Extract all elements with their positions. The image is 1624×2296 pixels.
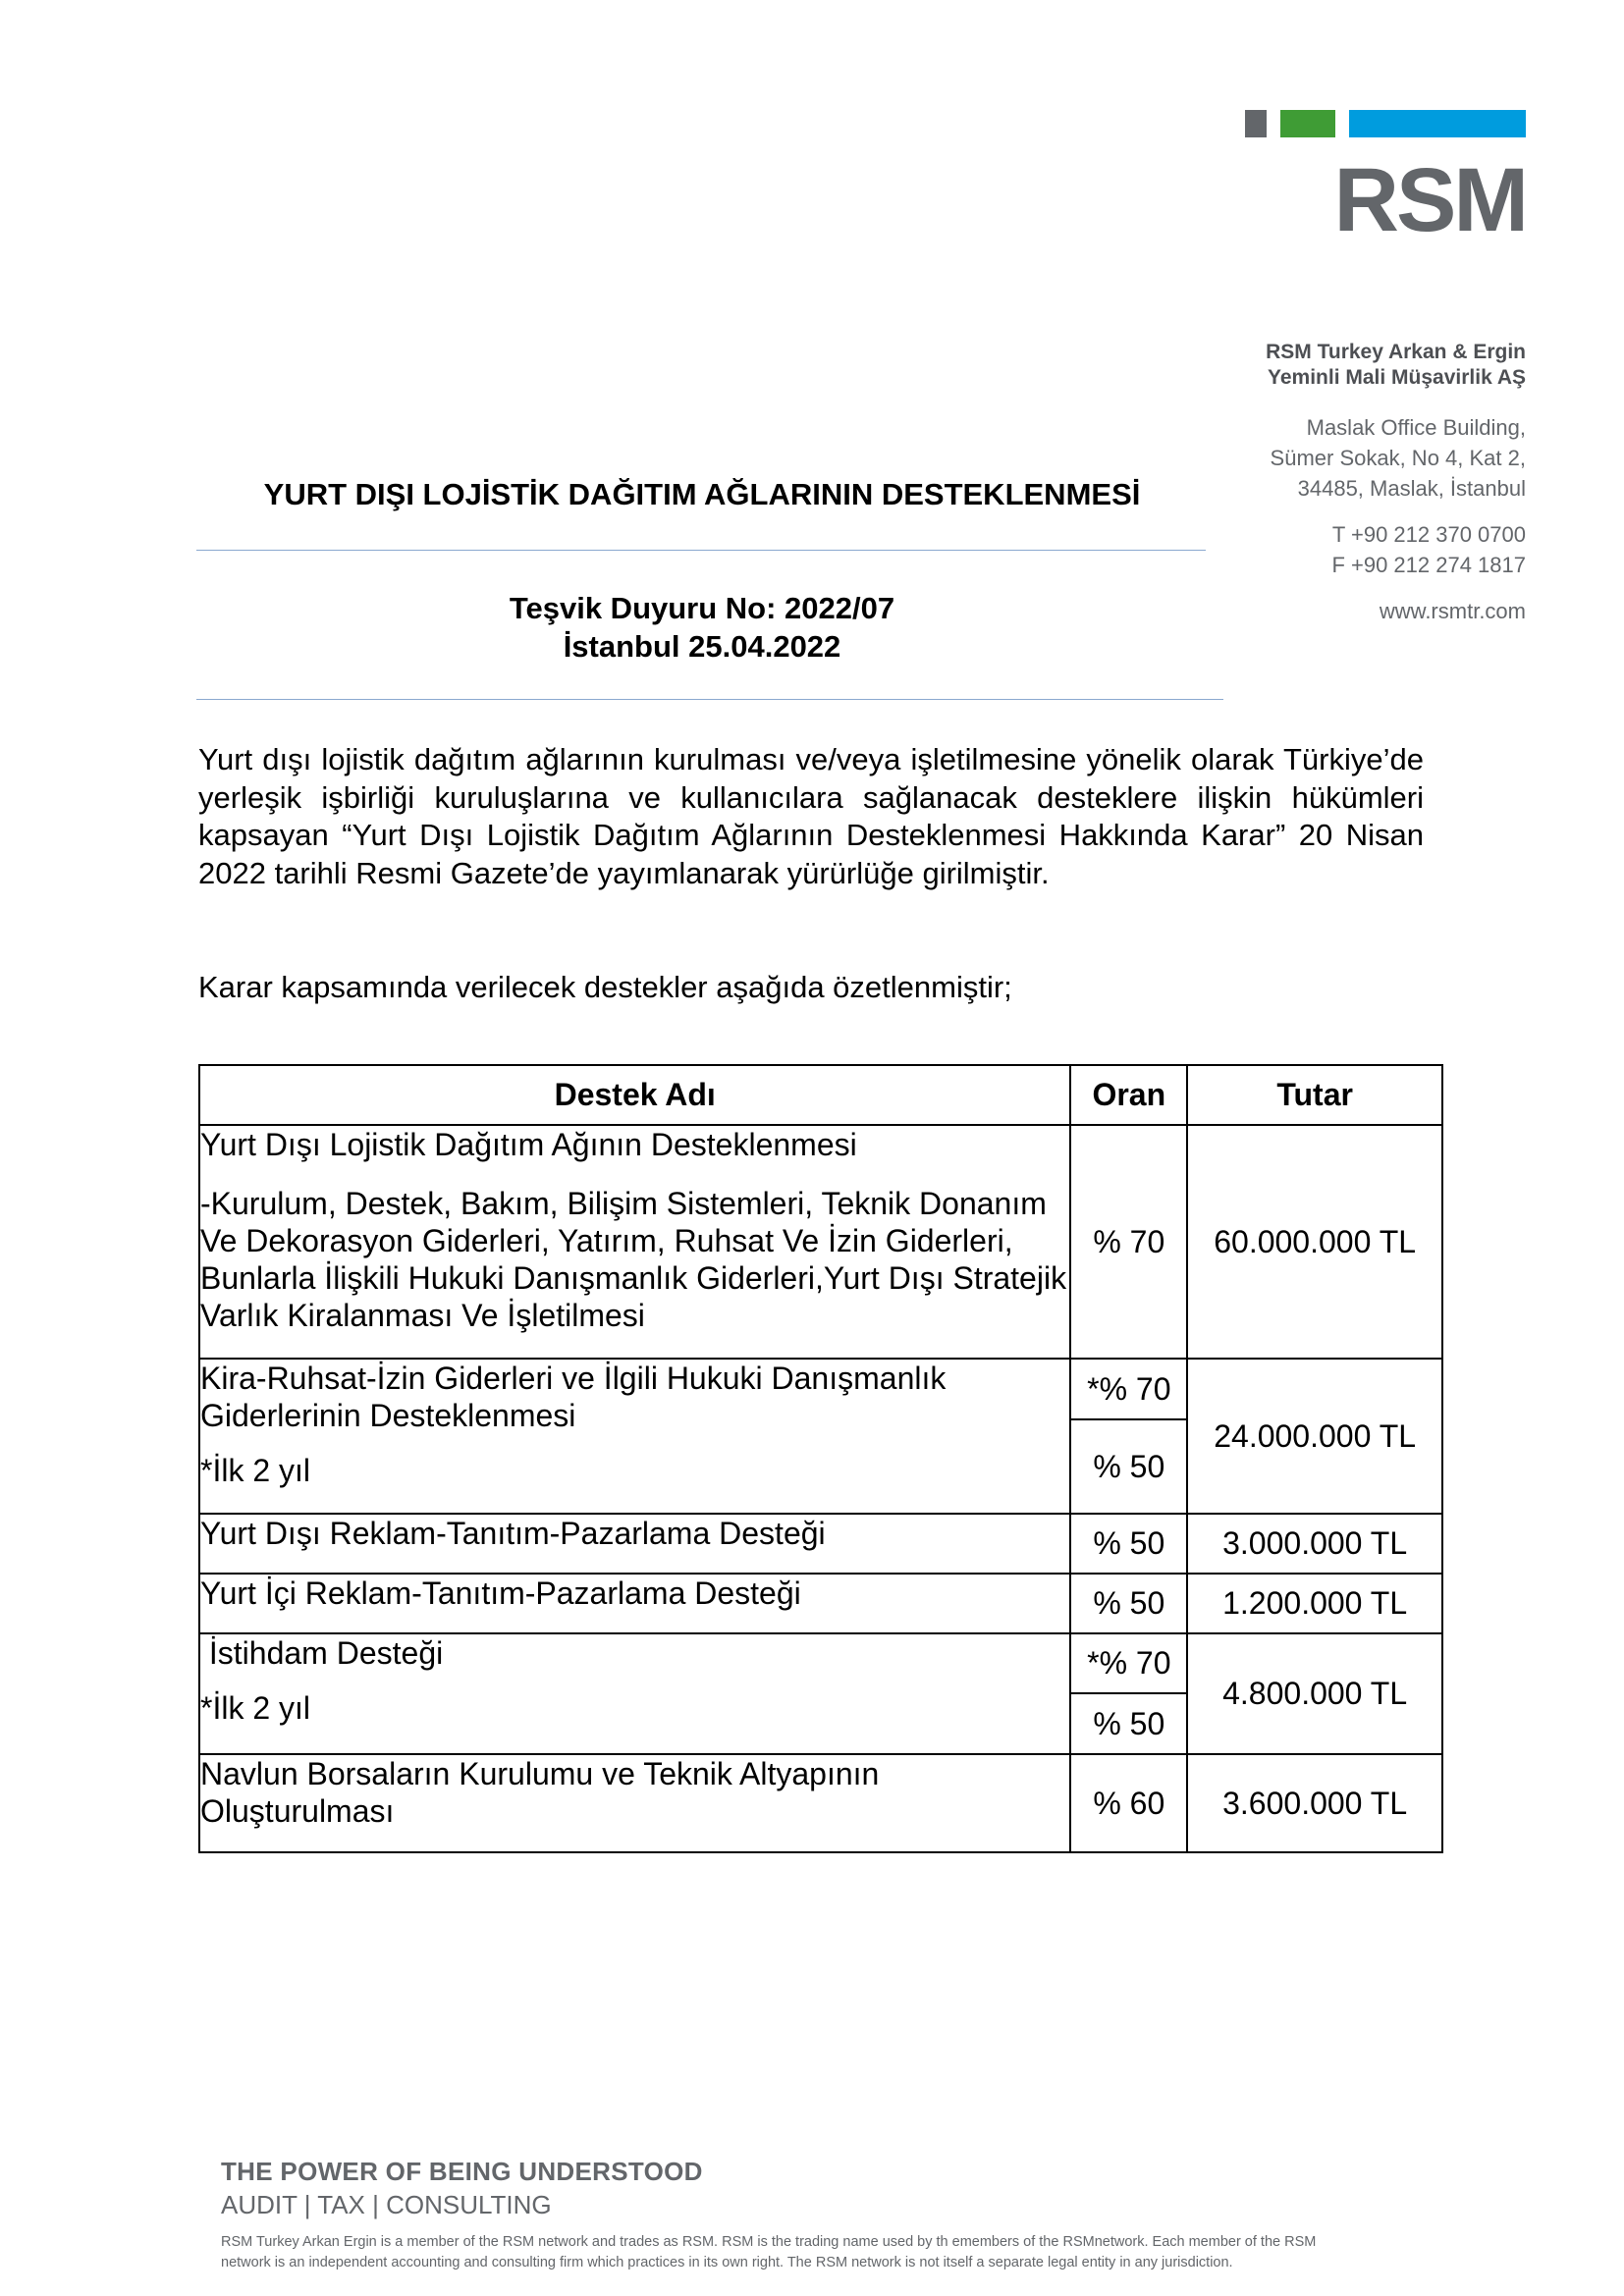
table-row bbox=[199, 1754, 1442, 1852]
support-name-cell: Yurt İçi Reklam-Tanıtım-Pazarlama Desteği bbox=[199, 1574, 1070, 1633]
rate-cell: % 70 bbox=[1070, 1125, 1187, 1359]
amount-cell: 3.000.000 TL bbox=[1187, 1514, 1442, 1574]
firm-fax: F +90 212 274 1817 bbox=[1331, 553, 1526, 577]
page-footer bbox=[221, 2156, 1360, 2273]
footer-tagline: THE POWER OF BEING UNDERSTOOD bbox=[221, 2157, 703, 2186]
logo-bar-gray bbox=[1245, 110, 1267, 137]
rate-cell-first-years: *% 70 bbox=[1070, 1633, 1187, 1693]
support-name-cell: Kira-Ruhsat-İzin Giderleri ve İlgili Hukuki Danışmanlık Giderlerinin Desteklenmesi *İlk 2 yıl bbox=[199, 1359, 1070, 1514]
intro-paragraph: Yurt dışı lojistik dağıtım ağlarının kurulması ve/veya işletilmesine yönelik olarak Türkiye’de yerleşik işbirliği kuruluşlarına ve kullanıcılara sağlanacak desteklere ilişkin hükümleri kapsayan “Yurt Dışı Lojistik Dağıtım Ağlarının Desteklenmesi Hakkında Karar” 20 Nisan 2022 tarihli Resmi Gazete’de yayımlanarak yürürlüğe girilmiştir. bbox=[198, 742, 1424, 890]
footer-services: AUDIT | TAX | CONSULTING bbox=[221, 2190, 552, 2219]
firm-name: RSM Turkey Arkan & Ergin Yeminli Mali Müşavirlik AŞ bbox=[1266, 341, 1526, 389]
support-name-cell: Yurt Dışı Lojistik Dağıtım Ağının Desteklenmesi -Kurulum, Destek, Bakım, Bilişim Sistemleri, Teknik Donanım Ve Dekorasyon Giderleri, Yatırım, Ruhsat Ve İzin Giderleri, Bunlarla İlişkili Hukuki Danışmanlık Giderleri,Yurt Dışı Stratejik Varlık Kiralanması Ve İşletilmesi bbox=[199, 1125, 1070, 1359]
column-header-amount: Tutar bbox=[1187, 1065, 1442, 1125]
amount-cell: 24.000.000 TL bbox=[1187, 1359, 1442, 1514]
table-row bbox=[199, 1125, 1442, 1359]
place-date: İstanbul 25.04.2022 bbox=[563, 629, 841, 664]
logo-bar-blue bbox=[1349, 110, 1526, 137]
table-row bbox=[199, 1359, 1442, 1419]
notice-number: Teşvik Duyuru No: 2022/07 bbox=[509, 591, 895, 625]
support-table bbox=[198, 1064, 1443, 1853]
firm-phones bbox=[1266, 519, 1526, 580]
summary-line: Karar kapsamında verilecek destekler aşağıda özetlenmiştir; bbox=[198, 970, 1012, 1004]
rate-cell: % 50 bbox=[1070, 1514, 1187, 1574]
support-name-cell: Navlun Borsaların Kurulumu ve Teknik Altyapının Oluşturulması bbox=[199, 1754, 1070, 1852]
footer-disclaimer: RSM Turkey Arkan Ergin is a member of the RSM network and trades as RSM. RSM is the trading name used by th emembers of the RSMnetwork. Each member of the RSM network is an independent accounting and consulting firm which practices in its own right. The RSM network is not itself a separate legal entity in any jurisdiction. bbox=[221, 2234, 1317, 2270]
support-name-cell: Yurt Dışı Reklam-Tanıtım-Pazarlama Desteği bbox=[199, 1514, 1070, 1574]
table-header-row bbox=[199, 1065, 1442, 1125]
table-row bbox=[199, 1574, 1442, 1633]
logo-wordmark: RSM bbox=[1333, 150, 1526, 250]
header-divider bbox=[196, 699, 1223, 700]
firm-address-block bbox=[1266, 340, 1526, 626]
amount-cell: 3.600.000 TL bbox=[1187, 1754, 1442, 1852]
firm-address: Maslak Office Building, Sümer Sokak, No 4, Kat 2, 34485, Maslak, İstanbul bbox=[1270, 415, 1526, 501]
amount-cell: 60.000.000 TL bbox=[1187, 1125, 1442, 1359]
logo-bar-green bbox=[1280, 110, 1335, 137]
support-name-cell: İstihdam Desteği *İlk 2 yıl bbox=[199, 1633, 1070, 1754]
document-title: YURT DIŞI LOJİSTİK DAĞITIM AĞLARININ DESTEKLENMESİ bbox=[263, 477, 1141, 511]
rsm-logo bbox=[1245, 110, 1526, 250]
column-header-name: Destek Adı bbox=[199, 1065, 1070, 1125]
firm-phone: T +90 212 370 0700 bbox=[1331, 522, 1526, 547]
title-divider bbox=[196, 550, 1206, 551]
table-row bbox=[199, 1514, 1442, 1574]
column-header-rate: Oran bbox=[1070, 1065, 1187, 1125]
firm-website[interactable]: www.rsmtr.com bbox=[1379, 599, 1526, 623]
amount-cell: 4.800.000 TL bbox=[1187, 1633, 1442, 1754]
rate-cell: % 50 bbox=[1070, 1574, 1187, 1633]
rate-cell: % 50 bbox=[1070, 1419, 1187, 1514]
table-row bbox=[199, 1633, 1442, 1693]
rate-cell: % 50 bbox=[1070, 1693, 1187, 1754]
notice-header bbox=[196, 589, 1208, 666]
rate-cell-first-years: *% 70 bbox=[1070, 1359, 1187, 1419]
amount-cell: 1.200.000 TL bbox=[1187, 1574, 1442, 1633]
rate-cell: % 60 bbox=[1070, 1754, 1187, 1852]
